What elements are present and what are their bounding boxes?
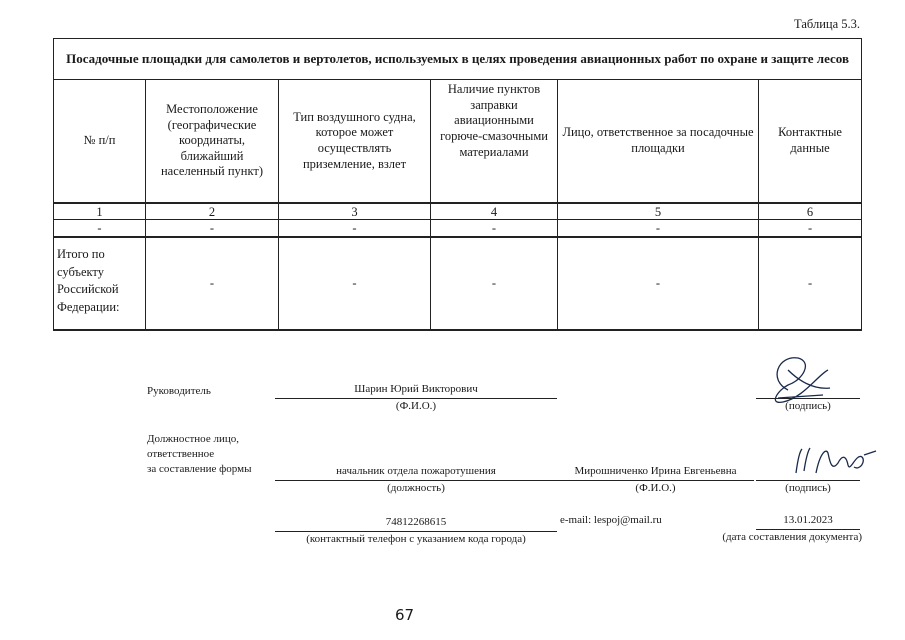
column-number-cell: 4 bbox=[431, 203, 558, 220]
page-number: 67 bbox=[395, 606, 415, 624]
header-responsible-person: Лицо, ответственное за посадочные площадки bbox=[558, 80, 759, 204]
official-label-1: Должностное лицо, bbox=[147, 433, 239, 445]
head-name: Шарин Юрий Викторович bbox=[354, 383, 478, 395]
date-line bbox=[756, 529, 860, 530]
landing-sites-table bbox=[53, 38, 862, 331]
data-cell: - bbox=[558, 220, 759, 238]
header-number: № п/п bbox=[54, 80, 146, 204]
data-cell: - bbox=[146, 220, 279, 238]
phone-caption: (контактный телефон с указанием кода города) bbox=[306, 533, 526, 545]
column-number-cell: 5 bbox=[558, 203, 759, 220]
table-caption: Таблица 5.3. bbox=[794, 17, 860, 31]
official-signature-image bbox=[790, 443, 880, 483]
phone-line bbox=[275, 531, 557, 532]
official-name-line bbox=[557, 480, 754, 481]
header-aircraft-type: Тип воздушного судна, которое может осуществлять приземление, взлет bbox=[279, 80, 431, 204]
head-signature-caption: (подпись) bbox=[785, 400, 831, 412]
column-number-cell: 2 bbox=[146, 203, 279, 220]
head-signature-image bbox=[758, 350, 838, 410]
head-label: Руководитель bbox=[147, 385, 211, 397]
total-cell: - bbox=[279, 237, 431, 330]
header-contacts: Контактные данные bbox=[759, 80, 862, 204]
data-cell: - bbox=[431, 220, 558, 238]
phone-value: 74812268615 bbox=[385, 516, 447, 528]
column-number-cell: 3 bbox=[279, 203, 431, 220]
data-cell: - bbox=[279, 220, 431, 238]
date-caption: (дата составления документа) bbox=[722, 531, 862, 543]
official-position: начальник отдела пожаротушения bbox=[336, 465, 496, 477]
total-label: Итого по субъекту Российской Федерации: bbox=[54, 237, 146, 330]
head-fio-caption: (Ф.И.О.) bbox=[395, 400, 437, 412]
official-name: Мирошниченко Ирина Евгеньевна bbox=[574, 465, 737, 477]
official-label-3: за составление формы bbox=[147, 463, 252, 475]
data-cell: - bbox=[759, 220, 862, 238]
column-number-cell: 6 bbox=[759, 203, 862, 220]
official-position-line bbox=[275, 480, 557, 481]
header-fuel-points: Наличие пунктов заправки авиационными горюче-смазочными материалами bbox=[431, 80, 558, 204]
official-signature-caption: (подпись) bbox=[785, 482, 831, 494]
total-cell: - bbox=[558, 237, 759, 330]
column-number-cell: 1 bbox=[54, 203, 146, 220]
total-cell: - bbox=[146, 237, 279, 330]
email-value: e-mail: lespoj@mail.ru bbox=[560, 514, 662, 526]
total-cell: - bbox=[431, 237, 558, 330]
date-value: 13.01.2023 bbox=[783, 514, 833, 526]
header-location: Местоположение (географические координаты, ближайший населенный пункт) bbox=[146, 80, 279, 204]
total-cell: - bbox=[759, 237, 862, 330]
official-label-2: ответственное bbox=[147, 448, 215, 460]
official-position-caption: (должность) bbox=[387, 482, 445, 494]
table-title: Посадочные площадки для самолетов и вертолетов, используемых в целях проведения авиационных работ по охране и защите лесов bbox=[54, 39, 862, 80]
head-name-line bbox=[275, 398, 557, 399]
official-fio-caption: (Ф.И.О.) bbox=[635, 482, 676, 494]
data-cell: - bbox=[54, 220, 146, 238]
